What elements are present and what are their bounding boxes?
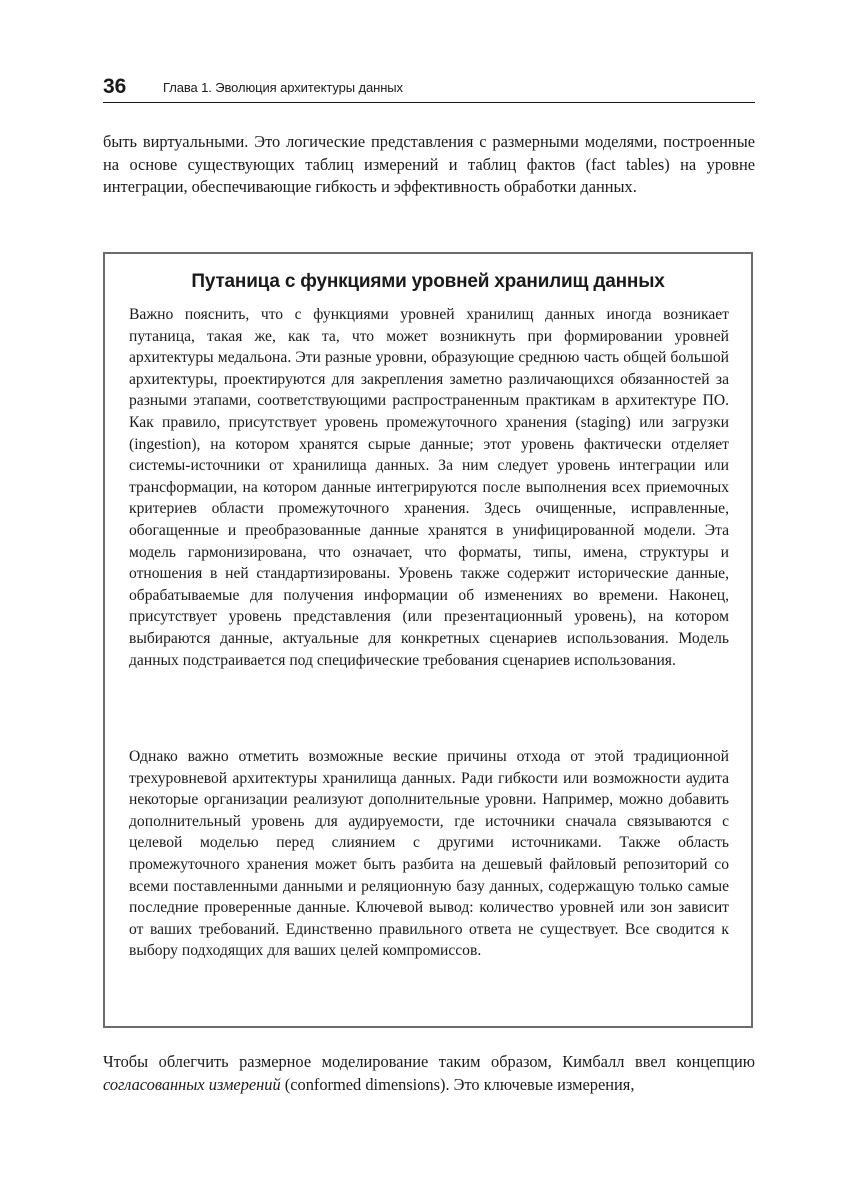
- emphasized-term: согласованных измерений: [103, 1074, 281, 1094]
- intro-paragraph: быть виртуальными. Это логические представления с размерными моделями, построенные на основе существующих таблиц измерений и таблиц фактов (fact tables) на уровне интеграции, обеспечивающие гибкость и эффективность обработки данных.: [103, 132, 755, 197]
- sidebar-paragraph: Однако важно отметить возможные веские причины отхода от этой традиционной трехуровневой архитектуры хранилища данных. Ради гибкости или возможности аудита некоторые организации реализуют дополнительные уровни. Например, можно добавить дополнительный уровень для аудируемости, где источники сначала связываются с целевой моделью перед слиянием с другими источниками. Также область промежуточного хранения может быть разбита на дешевый файловый репозиторий со всеми поставленными данными и реляционную базу данных, содержащую только самые последние проверенные данные. Ключевой вывод: количество уровней или зон зависит от ваших требований. Единственно правильного ответа не существует. Все сводится к выбору подходящих для ваших целей компромиссов.: [129, 748, 729, 960]
- sidebar-paragraph: Важно пояснить, что с функциями уровней хранилищ данных иногда возникает путаница, такая же, как та, что может возникнуть при формировании уровней архитектуры медальона. Эти разные уровни, образующие среднюю часть общей большой архитектуры, проектируются для закрепления заметно различающихся обязанностей за разными этапами, соответствующими распространенным практикам в архитектуре ПО. Как правило, присутствует уровень промежуточного хранения (staging) или загрузки (ingestion), на котором хранятся сырые данные; этот уровень фактически отделяет системы-источники от хранилища данных. За ним следует уровень интеграции или трансформации, на котором данные интегрируются после выполнения всех приемочных критериев области промежуточного хранения. Здесь очищенные, исправленные, обогащенные и преобразованные данные хранятся в унифицированной модели. Эта модель гармонизирована, что означает, что форматы, типы, имена, структуры и отношения в ней стандартизированы. Уровень также содержит исторические данные, обрабатываемые для получения информации об изменениях во времени. Наконец, присутствует уровень представления (или презентационный уровень), на котором выбираются данные, актуальные для конкретных сценариев использования. Модель данных подстраивается под специфические требования сценариев использования.: [129, 306, 729, 669]
- closing-text-end: (conformed dimensions). Это ключевые измерения,: [280, 1074, 635, 1094]
- running-header: [103, 76, 755, 103]
- closing-text-start: Чтобы облегчить размерное моделирование таким образом, Кимбалл ввел концепцию: [103, 1052, 755, 1071]
- closing-paragraph: [103, 1051, 755, 1096]
- sidebar-box: [103, 252, 753, 1028]
- page-number: 36: [103, 75, 127, 98]
- sidebar-title: Путаница с функциями уровней хранилищ данных: [191, 271, 665, 292]
- chapter-title: Глава 1. Эволюция архитектуры данных: [163, 80, 403, 95]
